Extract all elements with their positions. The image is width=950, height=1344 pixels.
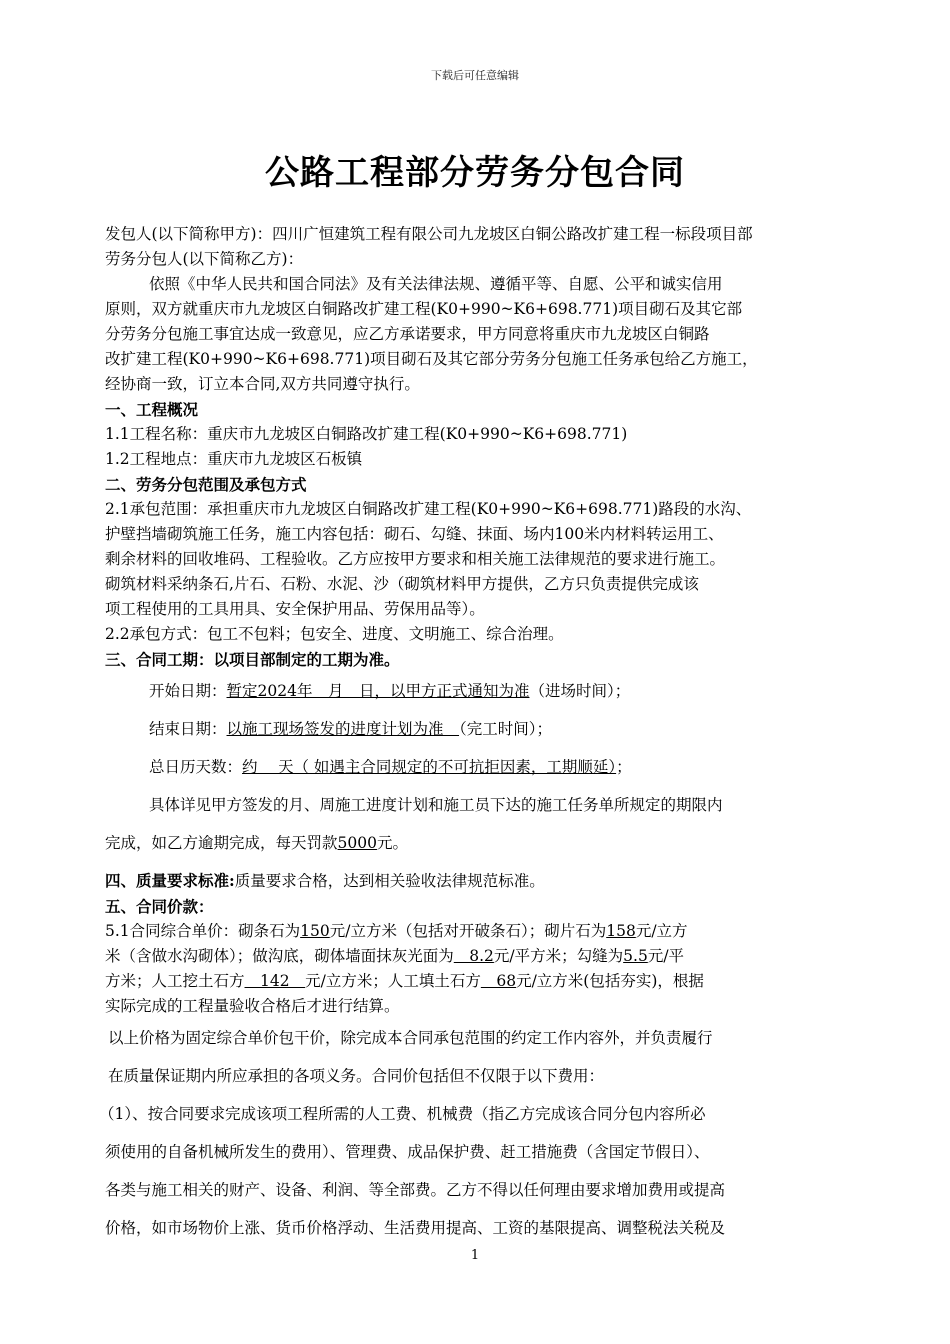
price-text: 5.1合同综合单价：砌条石为 xyxy=(105,922,301,940)
total-days-label: 总日历天数： xyxy=(149,758,243,776)
cost-item: （1）、按合同要求完成该项工程所需的人工费、机械费（指乙方完成该合同分包内容所必 xyxy=(99,1105,706,1123)
penalty-line xyxy=(105,824,865,862)
quality-text: 质量要求合格，达到相关验收法律规范标准。 xyxy=(234,872,545,890)
penalty-unit: 元。 xyxy=(376,834,408,852)
price-text: 元/立方米（包括对开破条石）；砌片石为 xyxy=(329,922,607,940)
scope-line: 剩余材料的回收堆码、工程验收。乙方应按甲方要求和相关施工法律规范的要求进行施工。 xyxy=(105,550,726,568)
schedule-detail: 具体详见甲方签发的月、周施工进度计划和施工员下达的施工任务单所规定的期限内 xyxy=(149,796,723,814)
contractor-line: 劳务分包人(以下简称乙方)： xyxy=(105,250,304,268)
contract-mode-line: 2.2承包方式：包工不包料；包安全、进度、文明施工、综合治理。 xyxy=(105,625,564,643)
page-number: 1 xyxy=(470,1248,480,1263)
scope-line: 砌筑材料采纳条石,片石、石粉、水泥、沙（砌筑材料甲方提供，乙方只负责提供完成该 xyxy=(105,575,699,593)
end-date-suffix: （完工时间）； xyxy=(459,720,553,738)
price-text: 元/立方米；人工填土石方 xyxy=(305,972,481,990)
price-text: 元/平 xyxy=(647,947,685,965)
end-date-label: 结束日期： xyxy=(149,720,227,738)
cost-item: 须使用的自备机械所发生的费用）、管理费、成品保护费、赶工措施费（含国定节假日）、 xyxy=(105,1143,710,1161)
start-date-label: 开始日期： xyxy=(149,682,227,700)
penalty-text: 完成，如乙方逾期完成，每天罚款 xyxy=(105,834,338,852)
preamble-line: 原则，双方就重庆市九龙坡区白铜路改扩建工程(K0+990~K6+698.771)项目砌石及其它部 xyxy=(105,300,743,318)
preamble-line: 分劳务分包施工事宜达成一致意见，应乙方承诺要求，甲方同意将重庆市九龙坡区白铜路 xyxy=(105,325,710,343)
price-text: 元/立方米(包括夯实)，根据 xyxy=(516,972,704,990)
section-heading: 四、质量要求标准: xyxy=(105,871,235,890)
quality-line xyxy=(105,868,865,894)
preamble-line: 依照《中华人民共和国合同法》及有关法律法规、遵循平等、自愿、公平和诚实信用 xyxy=(149,275,723,293)
employer-line: 发包人(以下简称甲方)：四川广恒建筑工程有限公司九龙坡区白铜公路改扩建工程一标段项目部 xyxy=(105,225,753,243)
scope-line: 项工程使用的工具用具、安全保护用品、劳保用品等）。 xyxy=(105,600,485,618)
section-heading: 二、劳务分包范围及承包方式 xyxy=(105,475,307,494)
price-value: 150 xyxy=(300,922,330,940)
penalty-amount: 5000 xyxy=(337,834,377,852)
scope-line: 护壁挡墙砌筑施工任务，施工内容包括：砌石、勾缝、抹面、场内100米内材料转运用工、 xyxy=(105,525,724,543)
section-heading: 三、合同工期：以项目部制定的工期为准。 xyxy=(105,650,400,669)
end-date-value: 以施工现场签发的进度计划为准 xyxy=(226,720,460,738)
price-line xyxy=(105,969,865,994)
price-line: 实际完成的工程量验收合格后才进行结算。 xyxy=(105,997,400,1015)
price-text: 米（含做水沟砌体）；做沟底，砌体墙面抹灰光面为 xyxy=(105,947,454,965)
price-clause: 在质量保证期内所应承担的各项义务。合同价包括但不仅限于以下费用： xyxy=(108,1067,605,1085)
preamble-line: 经协商一致，订立本合同,双方共同遵守执行。 xyxy=(105,375,420,393)
total-days-line xyxy=(105,748,865,786)
price-clause: 以上价格为固定综合单价包干价，除完成本合同承包范围的约定工作内容外，并负责履行 xyxy=(108,1029,713,1047)
project-name: 1.1工程名称：重庆市九龙坡区白铜路改扩建工程(K0+990~K6+698.771) xyxy=(105,425,628,443)
price-text: 元/立方 xyxy=(635,922,688,940)
total-days-suffix: ； xyxy=(616,758,632,776)
header-note: 下载后可任意编辑 xyxy=(431,69,519,82)
price-line xyxy=(105,944,865,969)
cost-item: 价格，如市场物价上涨、货币价格浮动、生活费用提高、工资的基限提高、调整税法关税及 xyxy=(105,1219,726,1237)
scope-line: 2.1承包范围：承担重庆市九龙坡区白铜路改扩建工程(K0+990~K6+698.771)路段的水沟、 xyxy=(105,500,752,518)
start-date-suffix: （进场时间）； xyxy=(529,682,631,700)
end-date-line xyxy=(105,710,865,748)
preamble-line: 改扩建工程(K0+990~K6+698.771)项目砌石及其它部分劳务分包施工任务承包给乙方施工， xyxy=(105,350,758,368)
price-value: 8.2 xyxy=(453,947,494,965)
price-value: 68 xyxy=(480,972,517,990)
price-line xyxy=(105,919,865,944)
contract-body xyxy=(99,222,865,1247)
section-heading: 一、工程概况 xyxy=(105,400,199,419)
contract-title: 公路工程部分劳务分包合同 xyxy=(265,153,685,193)
price-value: 5.5 xyxy=(623,947,648,965)
section-heading: 五、合同价款： xyxy=(105,897,214,916)
price-value: 142 xyxy=(244,972,306,990)
price-value: 158 xyxy=(606,922,636,940)
price-text: 方米；人工挖土石方 xyxy=(105,972,245,990)
project-location: 1.2工程地点：重庆市九龙坡区石板镇 xyxy=(105,450,363,468)
cost-item: 各类与施工相关的财产、设备、利润、等全部费。乙方不得以任何理由要求增加费用或提高 xyxy=(105,1181,726,1199)
start-date-line xyxy=(105,672,865,710)
price-text: 元/平方米；勾缝为 xyxy=(493,947,624,965)
start-date-value: 暂定2024年 月 日，以甲方正式通知为准 xyxy=(226,682,530,700)
total-days-value: 约 天（ 如遇主合同规定的不可抗拒因素，工期顺延） xyxy=(242,758,617,776)
